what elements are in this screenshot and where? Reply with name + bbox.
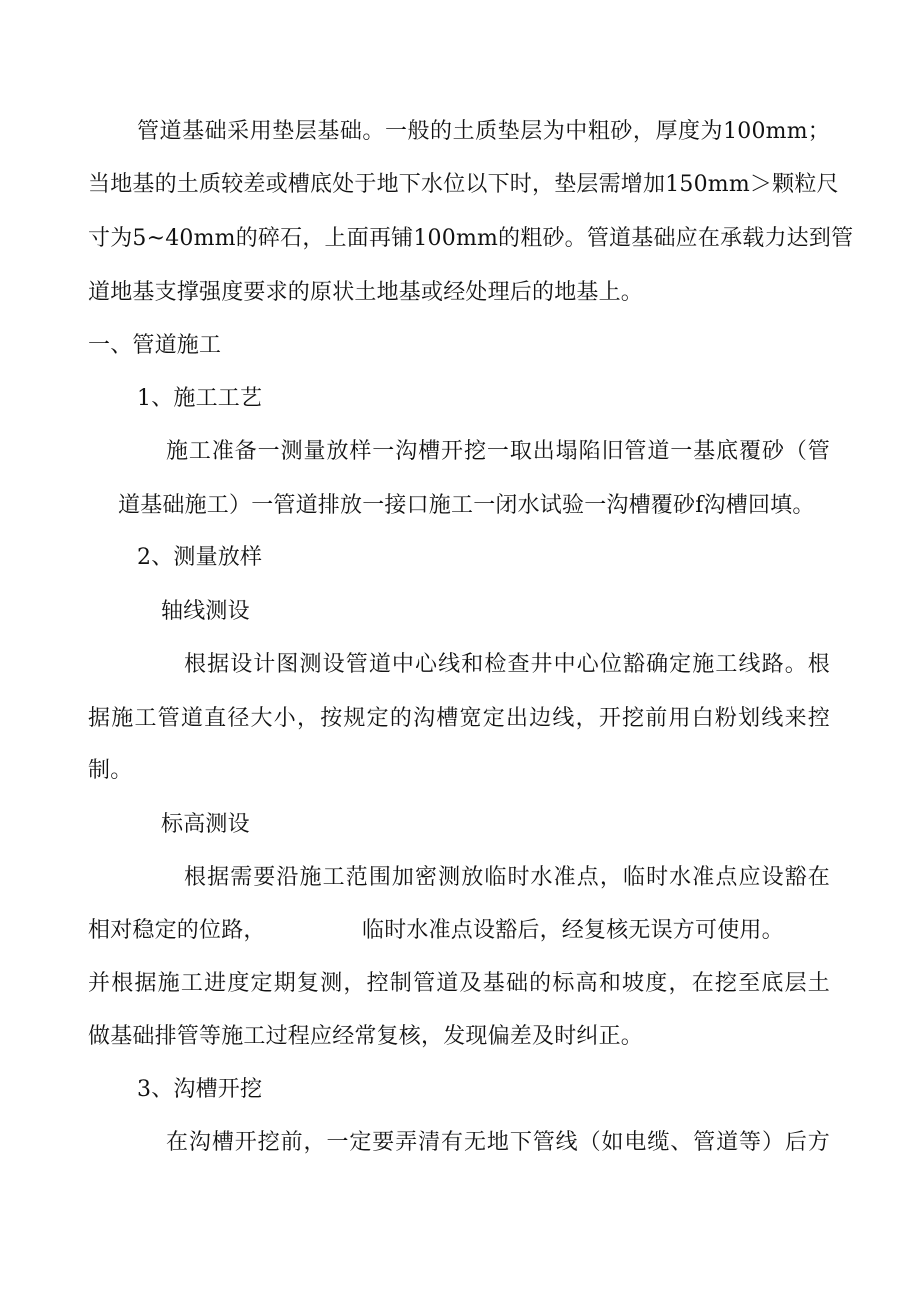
elevation-line-3: 并根据施工进度定期复测，控制管道及基础的标高和坡度，在挖至底层土 [88,971,830,996]
elevation-line-4: 做基础排管等施工过程应经常复核，发现偏差及时纠正。 [88,1024,644,1049]
elevation-line-2b: 临时水准点设豁后，经复核无误方可使用。 [362,918,784,943]
subheading-axis-survey: 轴线测设 [161,599,250,624]
subheading-elevation-survey: 标高测设 [161,812,250,837]
axis-line-1: 根据设计图测设管道中心线和检查井中心位豁确定施工线路。根 [184,652,830,677]
axis-line-3: 制。 [88,758,133,783]
intro-line-1: 管道基础采用垫层基础。一般的土质垫层为中粗砂，厚度为100mm； [137,119,830,144]
section-heading-pipe-construction: 一、管道施工 [88,333,222,358]
elevation-line-2a: 相对稳定的位路， [88,918,266,943]
subheading-trench-excavation: 3、沟槽开挖 [137,1077,263,1102]
subheading-survey-staking: 2、测量放样 [137,545,263,570]
elevation-line-1: 根据需要沿施工范围加密测放临时水准点，临时水准点应设豁在 [184,865,830,890]
axis-line-2: 据施工管道直径大小，按规定的沟槽宽定出边线，开挖前用白粉划线来控 [88,706,830,731]
intro-line-2: 当地基的土质较差或槽底处于地下水位以下时，垫层需增加150mm＞颗粒尺 [88,172,839,197]
subheading-construction-process: 1、施工工艺 [137,386,263,411]
intro-line-3: 寸为5~40mm的碎石，上面再铺100mm的粗砂。管道基础应在承载力达到管 [88,226,854,251]
process-line-1: 施工准备一测量放样一沟槽开挖一取出塌陷旧管道一基底覆砂（管 [166,439,830,464]
trench-line-1: 在沟槽开挖前，一定要弄清有无地下管线（如电缆、管道等）后方 [166,1130,830,1155]
process-line-2: 道基础施工）一管道排放一接口施工一闭水试验一沟槽覆砂f沟槽回填。 [118,493,815,518]
intro-line-4: 道地基支撑强度要求的原状土地基或经处理后的地基上。 [88,280,644,305]
